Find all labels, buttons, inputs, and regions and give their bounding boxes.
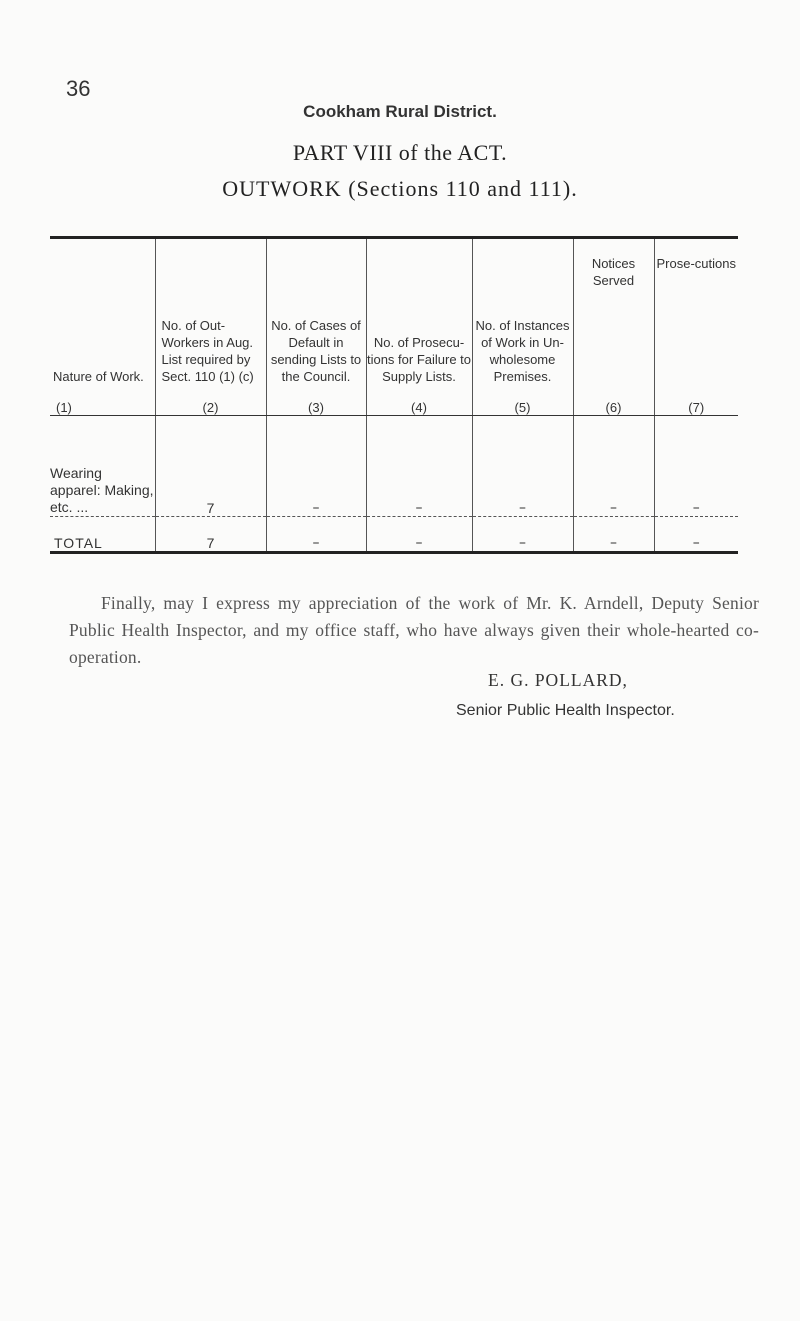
header-label: Prose-cutions (656, 256, 736, 271)
column-number: (3) (266, 385, 366, 416)
total-cell: – (654, 517, 738, 553)
page-number: 36 (66, 76, 91, 101)
header-unwholesome-premises (472, 239, 573, 385)
table-cell: – (573, 416, 654, 517)
district-heading: Cookham Rural District. (303, 102, 497, 121)
table-cell: 7 (155, 416, 266, 517)
closing-paragraph: Finally, may I express my appreciation of the work of Mr. K. Arndell, Deputy Senior Public Health Inspector, and my office staff, who have always given their whole-hearted co-operation. (69, 592, 759, 667)
total-cell: – (472, 517, 573, 553)
table-total-row (50, 517, 738, 553)
table-cell: – (366, 416, 472, 517)
column-number: (7) (654, 385, 738, 416)
header-label: No. of Out-Workers in Aug. List required by Sect. 110 (1) (c) (161, 318, 254, 384)
outwork-table (50, 239, 738, 554)
total-label: TOTAL (50, 517, 155, 553)
header-prosecutions-failure (366, 239, 472, 385)
table-cell: – (266, 416, 366, 517)
outwork-table-container (50, 236, 738, 554)
column-number: (4) (366, 385, 472, 416)
header-label: No. of Instances of Work in Un-wholesome Premises. (475, 318, 570, 384)
outwork-title: OUTWORK (Sections 110 and 111). (222, 176, 578, 201)
header-nature-of-work (50, 239, 155, 385)
table-row (50, 416, 738, 517)
header-label: Nature of Work. (53, 369, 144, 384)
header-label: No. of Cases of Default in sending Lists to the Council. (270, 318, 362, 384)
signature-name: E. G. POLLARD, (488, 670, 628, 690)
table-column-numbers-row (50, 385, 738, 416)
total-cell: – (573, 517, 654, 553)
table-cell: – (472, 416, 573, 517)
column-number: (5) (472, 385, 573, 416)
table-header-row (50, 239, 738, 385)
nature-of-work-cell: Wearing apparel: Making, etc. ... (50, 416, 155, 517)
total-cell: – (366, 517, 472, 553)
header-label: No. of Prosecu-tions for Failure to Supply Lists. (366, 335, 472, 384)
signature-title: Senior Public Health Inspector. (456, 702, 675, 719)
total-cell: 7 (155, 517, 266, 553)
header-notices-served (573, 239, 654, 385)
part-title: PART VIII of the ACT. (292, 140, 508, 165)
header-out-workers (155, 239, 266, 385)
column-number: (2) (155, 385, 266, 416)
column-number: (1) (50, 385, 155, 416)
total-cell: – (266, 517, 366, 553)
column-number: (6) (573, 385, 654, 416)
header-cases-of-default (266, 239, 366, 385)
header-label: Notices Served (591, 256, 636, 288)
header-prosecutions (654, 239, 738, 385)
table-cell: – (654, 416, 738, 517)
